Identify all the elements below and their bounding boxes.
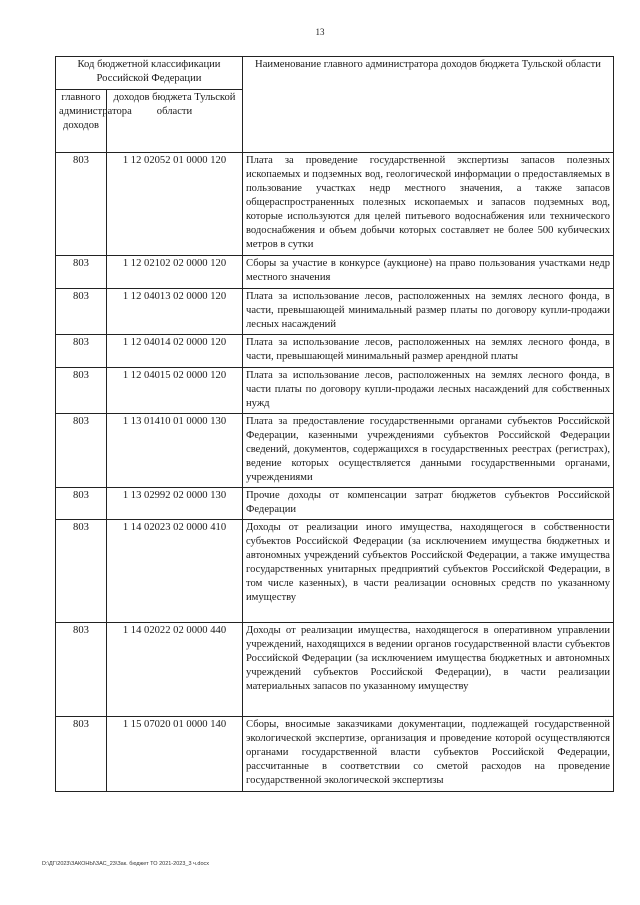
budget-code-cell: 1 14 02022 02 0000 440 <box>107 623 243 717</box>
revenue-name-cell: Сборы за участие в конкурсе (аукционе) на право пользования участками недр местного значения <box>243 256 614 289</box>
budget-code-cell: 1 15 07020 01 0000 140 <box>107 717 243 792</box>
name-column-header: Наименование главного администратора доходов бюджета Тульской области <box>243 57 614 153</box>
admin-code-cell: 803 <box>56 414 107 488</box>
footer-file-path: D:\ДГ\2023\ЗАКОНЫ\ЗАС_23\Зак. бюджет ТО 2021-2023_3 ч.docx <box>42 861 210 867</box>
revenue-name-cell: Прочие доходы от компенсации затрат бюджетов субъектов Российской Федерации <box>243 488 614 520</box>
revenue-name-cell: Плата за использование лесов, расположенных на землях лесного фонда, в части, превышающей минимальный размер арендной платы <box>243 335 614 368</box>
table-row <box>56 153 614 256</box>
table-row <box>56 717 614 792</box>
budget-code-cell: 1 14 02023 02 0000 410 <box>107 520 243 623</box>
revenue-name-cell: Плата за использование лесов, расположенных на землях лесного фонда, в части, превышающей минимальный размер платы по договору купли-продажи лесных насаждений <box>243 289 614 335</box>
revenue-name-cell: Доходы от реализации иного имущества, находящегося в собственности субъектов Российской Федерации (за исключением имущества бюджетных и автономных учреждений субъектов Российской Федерации, а также имущества государственных унитарных предприятий субъектов Российской Федерации, в том числе казенных), в части реализации основных средств по указанному имуществу <box>243 520 614 623</box>
admin-column-header: главного администратора доходов <box>56 90 107 153</box>
budget-code-cell: 1 12 04013 02 0000 120 <box>107 289 243 335</box>
revenue-name-cell: Сборы, вносимые заказчиками документации, подлежащей государственной экологической экспертизе, организация и проведение которой осуществляются органами государственной власти субъектов Российской Федерации, рассчитанные в соответствии со сметой расходов на проведение государственной экологической экспертизы <box>243 717 614 792</box>
admin-code-cell: 803 <box>56 623 107 717</box>
budget-code-cell: 1 12 04014 02 0000 120 <box>107 335 243 368</box>
admin-code-cell: 803 <box>56 717 107 792</box>
budget-code-cell: 1 12 02052 01 0000 120 <box>107 153 243 256</box>
table-row <box>56 256 614 289</box>
revenue-name-cell: Плата за предоставление государственными органами субъектов Российской Федерации, казенными учреждениями субъектов Российской Федерации сведений, документов, содержащихся в государственных реестрах (регистрах), ведение которых осуществляется данными государственными органами, учреждениями <box>243 414 614 488</box>
budget-code-cell: 1 12 02102 02 0000 120 <box>107 256 243 289</box>
table-row <box>56 335 614 368</box>
admin-code-cell: 803 <box>56 289 107 335</box>
page-number: 13 <box>315 27 325 37</box>
budget-code-cell: 1 13 02992 02 0000 130 <box>107 488 243 520</box>
income-column-header: доходов бюджета Тульской области <box>107 90 243 153</box>
budget-code-cell: 1 13 01410 01 0000 130 <box>107 414 243 488</box>
admin-code-cell: 803 <box>56 335 107 368</box>
revenue-name-cell: Доходы от реализации имущества, находящегося в оперативном управлении учреждений, находящихся в ведении органов государственной власти субъектов Российской Федерации (за исключением имущества бюджетных и автономных учреждений субъектов Российской Федерации), в части реализации материальных запасов по указанному имуществу <box>243 623 614 717</box>
table-row <box>56 368 614 414</box>
admin-code-cell: 803 <box>56 368 107 414</box>
table-row <box>56 289 614 335</box>
revenue-name-cell: Плата за использование лесов, расположенных на землях лесного фонда, в части платы по договору купли-продажи лесных насаждений для собственных нужд <box>243 368 614 414</box>
code-group-header: Код бюджетной классификации Российской Федерации <box>56 57 243 90</box>
admin-code-cell: 803 <box>56 153 107 256</box>
admin-code-cell: 803 <box>56 256 107 289</box>
admin-code-cell: 803 <box>56 520 107 623</box>
revenue-administrators-table <box>55 56 614 792</box>
table-row <box>56 520 614 623</box>
table-row <box>56 414 614 488</box>
admin-code-cell: 803 <box>56 488 107 520</box>
table-row <box>56 488 614 520</box>
budget-code-cell: 1 12 04015 02 0000 120 <box>107 368 243 414</box>
table-row <box>56 623 614 717</box>
revenue-name-cell: Плата за проведение государственной экспертизы запасов полезных ископаемых и подземных вод, геологической информации о предоставляемых в пользование участках недр местного значения, а также запасов общераспространенных полезных ископаемых и запасов подземных вод, которые используются для целей питьевого водоснабжения или технического водоснабжения и объем добычи которых составляет не более 500 кубических метров в сутки <box>243 153 614 256</box>
